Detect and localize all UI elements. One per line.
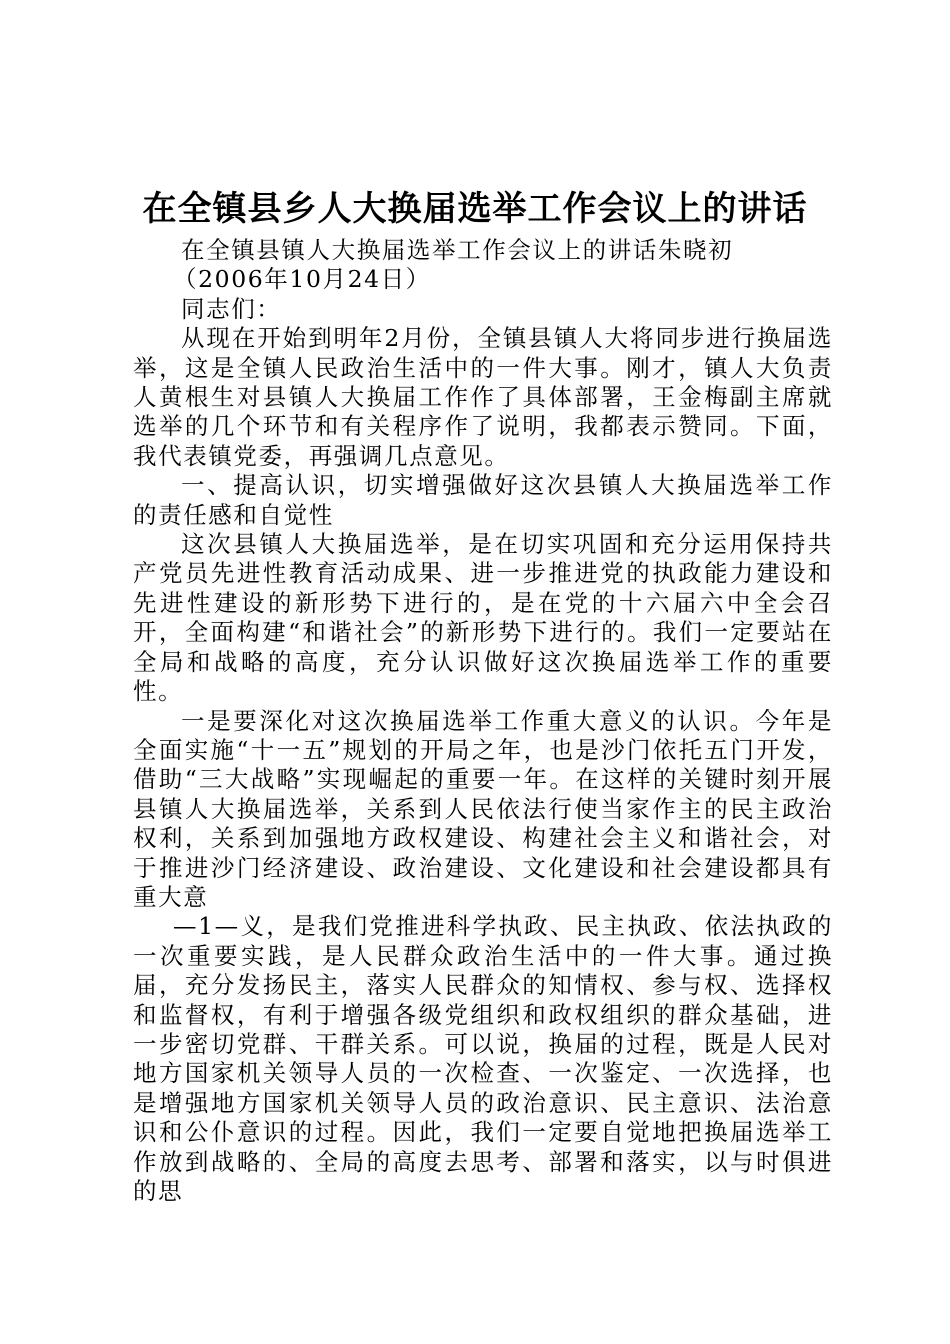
paragraph: 一是要深化对这次换届选举工作重大意义的认识。今年是全面实施“十一五”规划的开局之年，也是沙门依托五门开发，借助“三大战略”实现崛起的重要一年。在这样的关键时刻开展县镇人大换届选举，关系到人民依法行使当家作主的民主政治权利，关系到加强地方政权建设、构建社会主义和谐社会，对于推进沙门经济建设、政治建设、文化建设和社会建设都具有重大意 <box>133 706 833 911</box>
document-title: 在全镇县乡人大换届选举工作会议上的讲话 <box>142 189 808 229</box>
date-line: （2006年10月24日） <box>173 265 431 294</box>
paragraph: 从现在开始到明年2月份，全镇县镇人大将同步进行换届选举，这是全镇人民政治生活中的一件大事。刚才，镇人大负责人黄根生对县镇人大换届工作作了具体部署，王金梅副主席就选举的几个环节和有关程序作了说明，我都表示赞同。下面，我代表镇党委，再强调几点意见。 <box>133 324 833 470</box>
paragraph-with-page-number: —1—义，是我们党推进科学执政、民主执政、依法执政的一次重要实践，是人民群众政治生活中的一件大事。通过换届，充分发扬民主，落实人民群众的知情权、参与权、选择权和监督权，有利于增强各级党组织和政权组织的群众基础，进一步密切党群、干群关系。可以说，换届的过程，既是人民对地方国家机关领导人员的一次检查、一次鉴定、一次选择，也是增强地方国家机关领导人员的政治意识、民主意识、法治意识和公仆意识的过程。因此，我们一定要自觉地把换届选举工作放到战略的、全局的高度去思考、部署和落实，以与时俱进的思 <box>133 912 833 1205</box>
section-heading: 一、提高认识，切实增强做好这次县镇人大换届选举工作的责任感和自觉性 <box>133 471 833 529</box>
salutation: 同志们： <box>181 294 282 323</box>
paragraph: 这次县镇人大换届选举，是在切实巩固和充分运用保持共产党员先进性教育活动成果、进一步推进党的执政能力建设和先进性建设的新形势下进行的，是在党的十六届六中全会召开，全面构建“和谐社会”的新形势下进行的。我们一定要站在全局和战略的高度，充分认识做好这次换届选举工作的重要性。 <box>133 530 833 706</box>
subtitle-line: 在全镇县镇人大换届选举工作会议上的讲话朱晓初 <box>181 236 734 264</box>
document-body <box>133 236 833 1206</box>
